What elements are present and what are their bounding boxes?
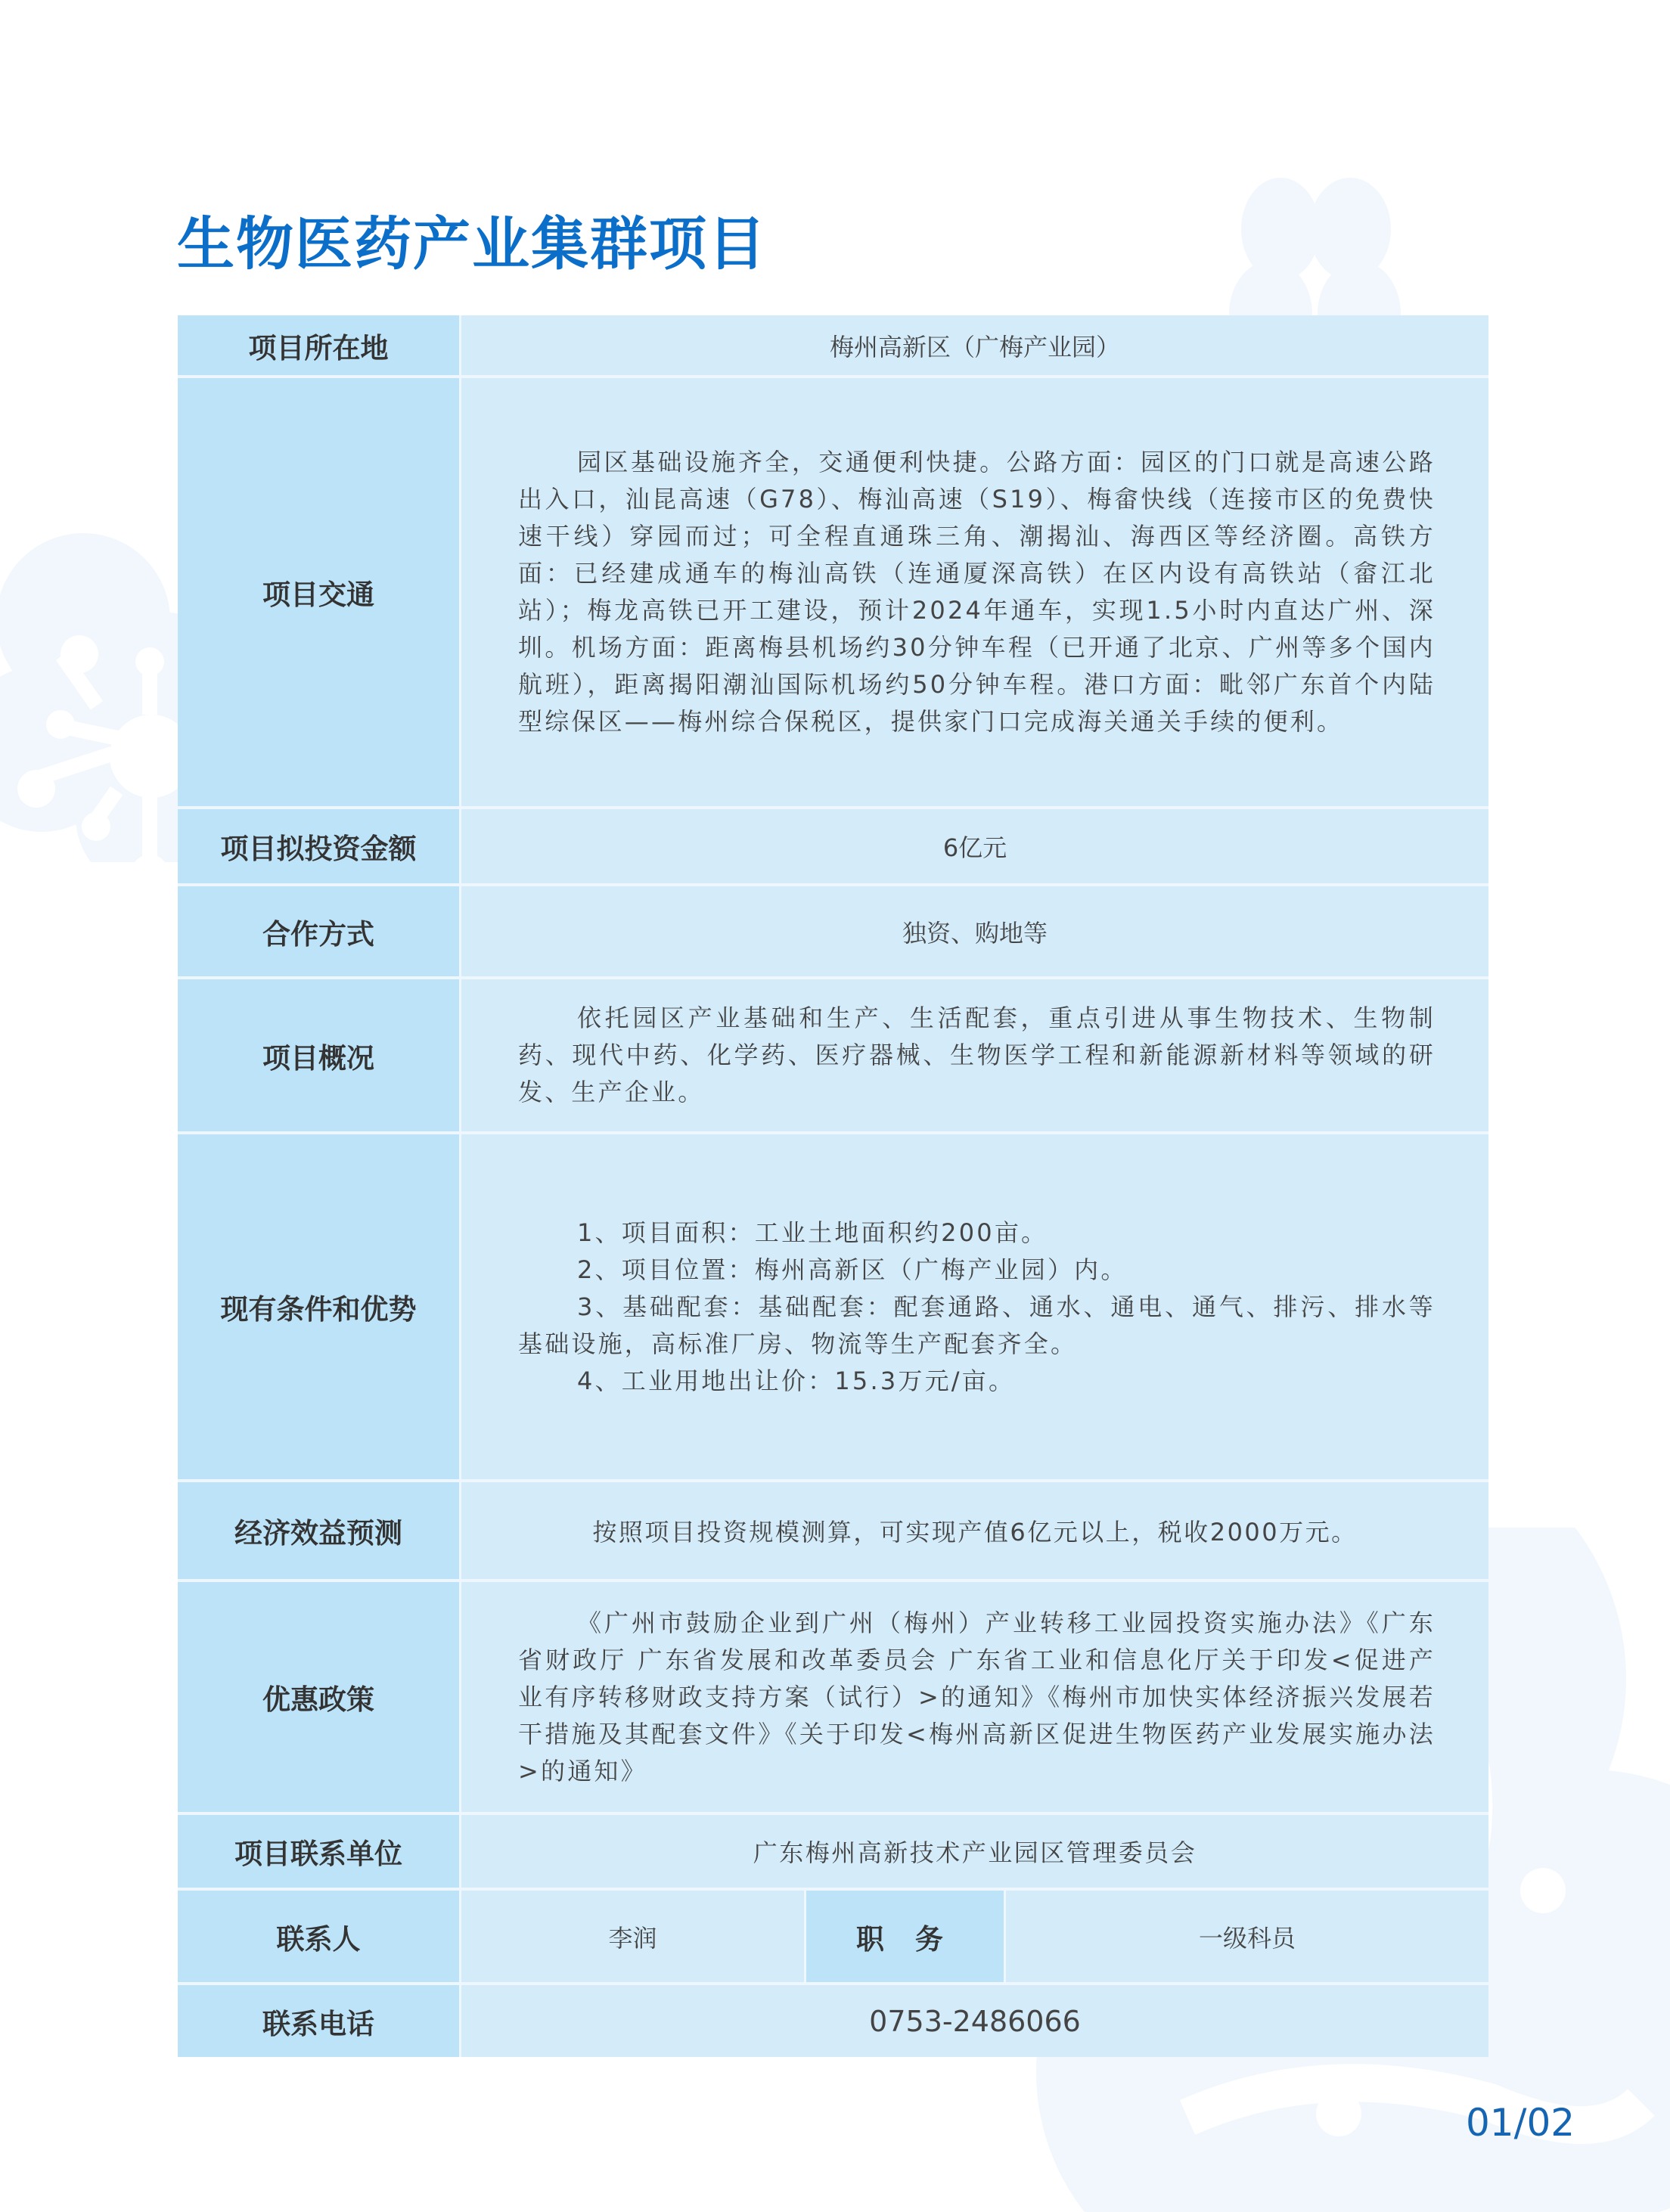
value-overview-cell bbox=[461, 979, 1488, 1131]
row-overview bbox=[178, 979, 1488, 1134]
value-contact-person: 李润 bbox=[461, 1891, 804, 1982]
label-conditions: 现有条件和优势 bbox=[178, 1134, 461, 1479]
label-traffic: 项目交通 bbox=[178, 378, 461, 806]
flower-decoration-left bbox=[0, 529, 197, 862]
value-contact-unit: 广东梅州高新技术产业园区管理委员会 bbox=[461, 1815, 1488, 1888]
label-investment: 项目拟投资金额 bbox=[178, 809, 461, 883]
value-phone: 0753-2486066 bbox=[461, 1985, 1488, 2057]
value-position: 一级科员 bbox=[1006, 1891, 1488, 1982]
row-economic bbox=[178, 1482, 1488, 1582]
label-policy: 优惠政策 bbox=[178, 1582, 461, 1812]
row-contact-unit bbox=[178, 1815, 1488, 1891]
value-economic: 按照项目投资规模测算，可实现产值6亿元以上，税收2000万元。 bbox=[461, 1482, 1488, 1579]
label-phone: 联系电话 bbox=[178, 1985, 461, 2057]
row-location bbox=[178, 315, 1488, 378]
value-location: 梅州高新区（广梅产业园） bbox=[461, 315, 1488, 375]
label-contact-unit: 项目联系单位 bbox=[178, 1815, 461, 1888]
value-policy: 《广州市鼓励企业到广州（梅州）产业转移工业园投资实施办法》《广东省财政厅 广东省发展和改革委员会 广东省工业和信息化厅关于印发<促进产业有序转移财政支持方案（试行）>的通知》《梅州市加快实体经济振兴发展若干措施及其配套文件》《关于印发<梅州高新区促进生物医药产业发展实施办法>的通知》 bbox=[518, 1608, 1436, 1785]
condition-item: 3、基础配套：基础配套：配套通路、通水、通电、通气、排污、排水等基础设施，高标准厂房、物流等生产配套齐全。 bbox=[518, 1292, 1436, 1358]
value-traffic-cell bbox=[461, 378, 1488, 806]
condition-item: 2、项目位置：梅州高新区（广梅产业园）内。 bbox=[577, 1255, 1128, 1284]
row-contact-person bbox=[178, 1891, 1488, 1985]
condition-item: 4、工业用地出让价：15.3万元/亩。 bbox=[577, 1366, 1016, 1395]
page-title: 生物医药产业集群项目 bbox=[177, 210, 767, 278]
label-economic: 经济效益预测 bbox=[178, 1482, 461, 1579]
value-policy-cell bbox=[461, 1582, 1488, 1812]
value-conditions-cell bbox=[461, 1134, 1488, 1479]
value-cooperation: 独资、购地等 bbox=[461, 886, 1488, 976]
row-investment bbox=[178, 809, 1488, 886]
label-position: 职 务 bbox=[804, 1891, 1006, 1982]
project-info-table bbox=[178, 315, 1488, 2057]
label-contact-person: 联系人 bbox=[178, 1891, 461, 1982]
row-cooperation bbox=[178, 886, 1488, 979]
label-overview: 项目概况 bbox=[178, 979, 461, 1131]
row-traffic bbox=[178, 378, 1488, 809]
condition-item: 1、项目面积：工业土地面积约200亩。 bbox=[577, 1218, 1048, 1247]
row-policy bbox=[178, 1582, 1488, 1815]
label-cooperation: 合作方式 bbox=[178, 886, 461, 976]
page-number: 01/02 bbox=[1466, 2101, 1575, 2145]
row-phone bbox=[178, 1985, 1488, 2057]
row-conditions bbox=[178, 1134, 1488, 1482]
label-location: 项目所在地 bbox=[178, 315, 461, 375]
value-investment: 6亿元 bbox=[461, 809, 1488, 883]
value-traffic: 园区基础设施齐全，交通便利快捷。公路方面：园区的门口就是高速公路出入口，汕昆高速（G78）、梅汕高速（S19）、梅畲快线（连接市区的免费快速干线）穿园而过；可全程直通珠三角、潮揭汕、海西区等经济圈。高铁方面：已经建成通车的梅汕高铁（连通厦深高铁）在区内设有高铁站（畲江北站）；梅龙高铁已开工建设，预计2024年通车，实现1.5小时内直达广州、深圳。机场方面：距离梅县机场约30分钟车程（已开通了北京、广州等多个国内航班），距离揭阳潮汕国际机场约50分钟车程。港口方面：毗邻广东首个内陆型综保区——梅州综合保税区，提供家门口完成海关通关手续的便利。 bbox=[518, 448, 1436, 736]
value-overview: 依托园区产业基础和生产、生活配套，重点引进从事生物技术、生物制药、现代中药、化学药、医疗器械、生物医学工程和新能源新材料等领域的研发、生产企业。 bbox=[518, 1004, 1436, 1106]
